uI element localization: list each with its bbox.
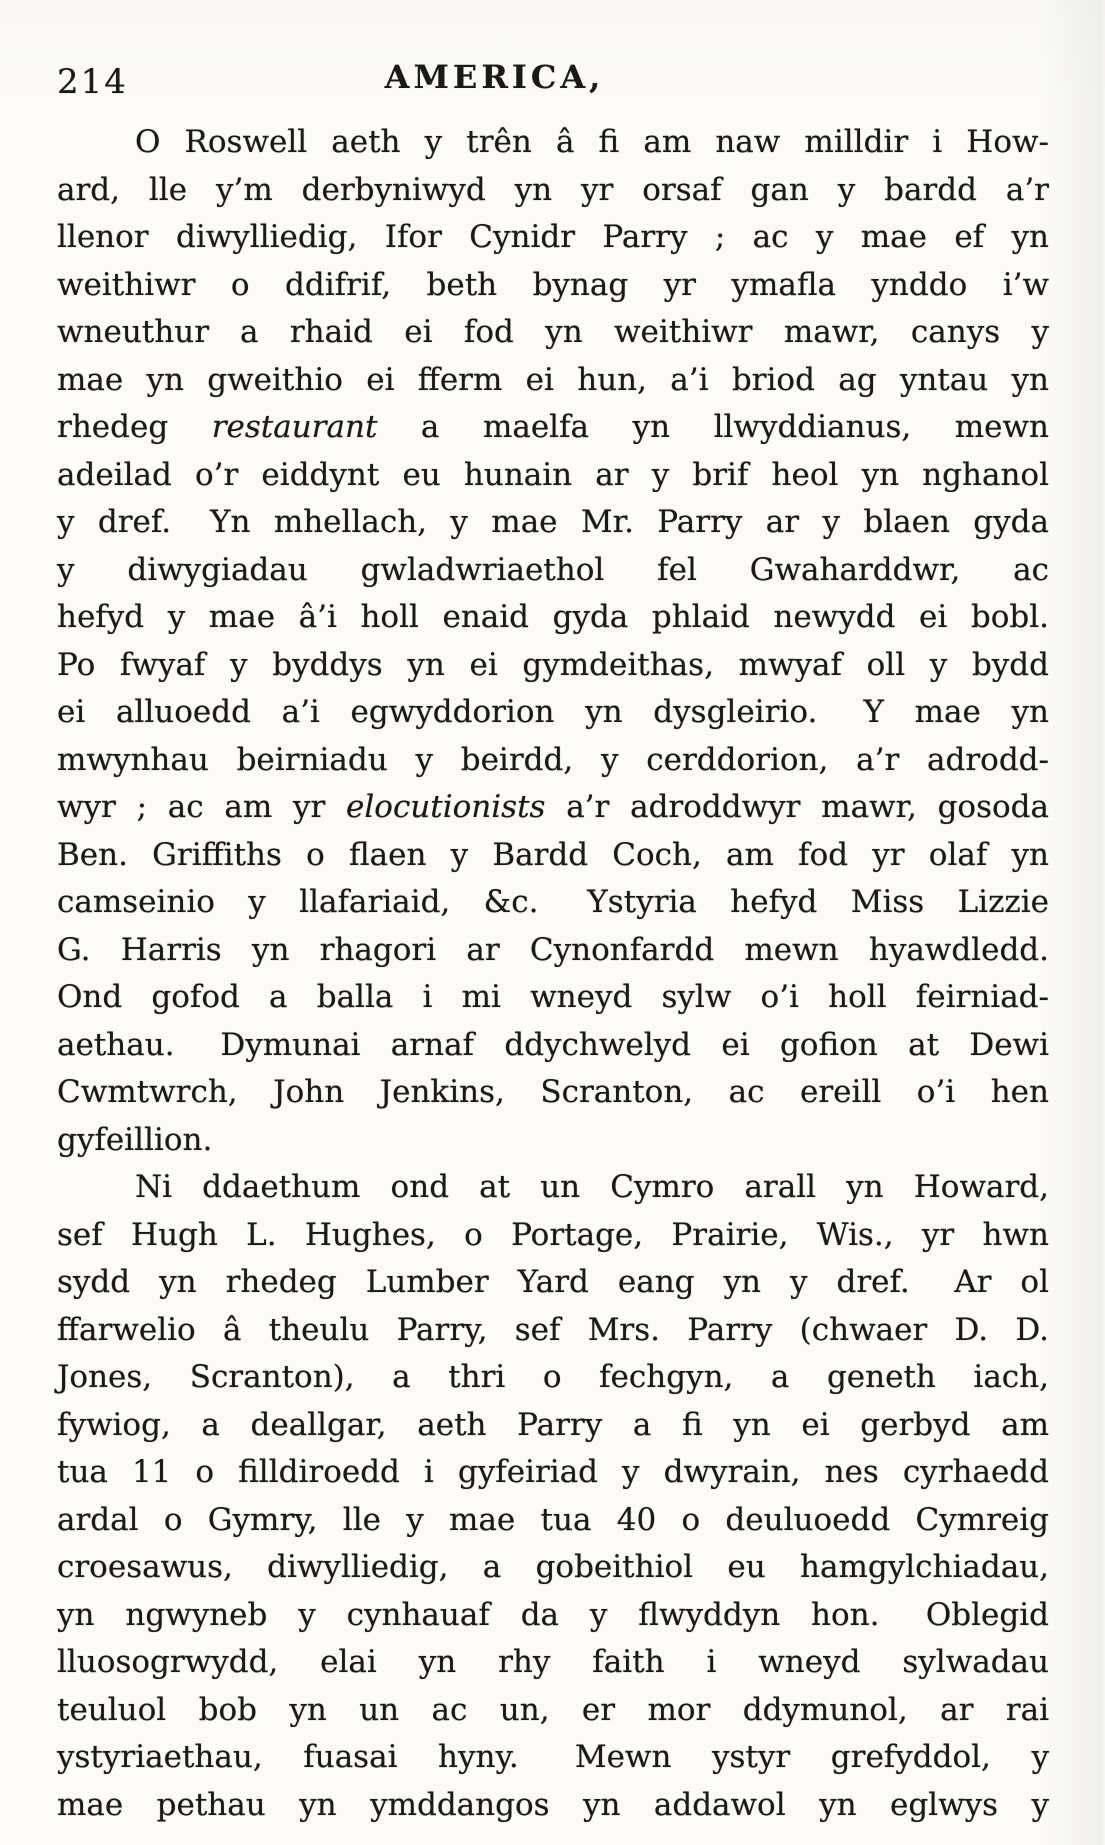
text-run: a maelfa yn llwyddianus, mewn [377, 409, 1049, 445]
text-run: llenor diwylliedig, Ifor Cynidr Parry ; ac y mae ef yn [57, 219, 1049, 255]
text-line [57, 1307, 1049, 1355]
text-line [57, 1212, 1049, 1260]
text-line [57, 1734, 1049, 1782]
text-line [57, 1544, 1049, 1592]
text-run: croesawus, diwylliedig, a gobeithiol eu hamgylchiadau, [57, 1549, 1049, 1585]
text-run: ffarwelio â theulu Parry, sef Mrs. Parry (chwaer D. D. [57, 1311, 1049, 1348]
text-line [57, 452, 1049, 500]
text-line [57, 1259, 1049, 1307]
body-text [57, 119, 1049, 1829]
text-line [57, 784, 1049, 832]
text-run: Ond gofod a balla i mi wneyd sylw o’i holl feirniad- [57, 979, 1049, 1015]
text-line [57, 879, 1049, 927]
text-run: Po fwyaf y byddys yn ei gymdeithas, mwyaf oll y bydd [57, 646, 1049, 683]
text-line [57, 262, 1049, 310]
text-line [57, 1782, 1049, 1830]
text-run: ardal o Gymry, lle y mae tua 40 o deuluoedd Cymreig [57, 1501, 1049, 1538]
text-line [57, 1069, 1049, 1117]
text-run: Ni ddaethum ond at un Cymro arall yn Howard, [135, 1169, 1049, 1205]
text-run: wyr ; ac am yr [57, 789, 347, 825]
text-run: Jones, Scranton), a thri o fechgyn, a geneth iach, [57, 1359, 1049, 1395]
text-line [57, 737, 1049, 785]
text-line [57, 499, 1049, 547]
page-number: 214 [57, 62, 128, 102]
text-run: mae yn gweithio ei fferm ei hun, a’i briod ag yntau yn [57, 361, 1049, 398]
text-line [57, 1592, 1049, 1640]
text-line [57, 974, 1049, 1022]
text-run: hefyd y mae â’i holl enaid gyda phlaid newydd ei bobl. [57, 599, 1049, 635]
text-run: sef Hugh L. Hughes, o Portage, Prairie, Wis., yr hwn [57, 1216, 1049, 1253]
text-run: G. Harris yn rhagori ar Cynonfardd mewn hyawdledd. [57, 931, 1049, 968]
text-line [57, 1449, 1049, 1497]
text-line [57, 689, 1049, 737]
text-run: adeilad o’r eiddynt eu hunain ar y brif heol yn nghanol [57, 456, 1049, 493]
text-run: wneuthur a rhaid ei fod yn weithiwr mawr, canys y [57, 314, 1049, 350]
text-line [57, 1639, 1049, 1687]
text-run: fywiog, a deallgar, aeth Parry a fi yn ei gerbyd am [57, 1406, 1049, 1443]
text-run: O Roswell aeth y trên â fi am naw milldir i How- [135, 124, 1049, 160]
text-line [57, 1022, 1049, 1070]
italic-text-run: restaurant [211, 409, 378, 445]
running-title: AMERICA, [384, 58, 605, 96]
text-line [57, 594, 1049, 642]
text-line [57, 167, 1049, 215]
text-run: rhedeg [57, 409, 212, 445]
text-run: teuluol bob yn un ac un, er mor ddymunol, ar rai [57, 1691, 1049, 1728]
text-run: y diwygiadau gwladwriaethol fel Gwaharddwr, ac [57, 551, 1049, 588]
text-line [57, 1402, 1049, 1450]
text-run: lluosogrwydd, elai yn rhy faith i wneyd sylwadau [57, 1644, 1049, 1680]
text-run: sydd yn rhedeg Lumber Yard eang yn y dref. Ar ol [57, 1264, 1049, 1300]
text-run: yn ngwyneb y cynhauaf da y flwyddyn hon. Oblegid [57, 1596, 1049, 1633]
italic-text-run: elocutionists [346, 789, 546, 825]
text-run: a’r adroddwyr mawr, gosoda [545, 789, 1049, 825]
text-line [57, 1164, 1049, 1212]
text-run: mwynhau beirniadu y beirdd, y cerddorion, a’r adrodd- [57, 741, 1049, 778]
text-line [57, 1687, 1049, 1735]
text-run: aethau. Dymunai arnaf ddychwelyd ei gofion at Dewi [57, 1026, 1049, 1063]
text-run: camseinio y llafariaid, &c. Ystyria hefyd Miss Lizzie [57, 884, 1049, 920]
text-run: ard, lle y’m derbyniwyd yn yr orsaf gan y bardd a’r [57, 171, 1049, 208]
text-line [57, 547, 1049, 595]
text-line [57, 1497, 1049, 1545]
text-line [57, 404, 1049, 452]
text-line [57, 119, 1049, 167]
text-run: Ben. Griffiths o flaen y Bardd Coch, am fod yr olaf yn [57, 836, 1049, 873]
text-line [57, 1117, 1049, 1165]
text-line [57, 927, 1049, 975]
text-run: ei alluoedd a’i egwyddorion yn dysgleirio. Y mae yn [57, 694, 1049, 730]
text-line [57, 357, 1049, 405]
text-line [57, 1354, 1049, 1402]
text-run: mae pethau yn ymddangos yn addawol yn eglwys y [57, 1786, 1049, 1823]
text-run: y dref. Yn mhellach, y mae Mr. Parry ar y blaen gyda [57, 504, 1049, 540]
text-run: tua 11 o filldiroedd i gyfeiriad y dwyrain, nes cyrhaedd [57, 1454, 1049, 1490]
text-run: weithiwr o ddifrif, beth bynag yr ymafla ynddo i’w [57, 266, 1049, 303]
text-line [57, 309, 1049, 357]
text-run: ystyriaethau, fuasai hyny. Mewn ystyr grefyddol, y [57, 1739, 1049, 1775]
text-run: gyfeillion. [57, 1121, 213, 1158]
text-line [57, 214, 1049, 262]
text-line [57, 642, 1049, 690]
text-line [57, 832, 1049, 880]
text-run: Cwmtwrch, John Jenkins, Scranton, ac ereill o’i hen [57, 1074, 1049, 1110]
